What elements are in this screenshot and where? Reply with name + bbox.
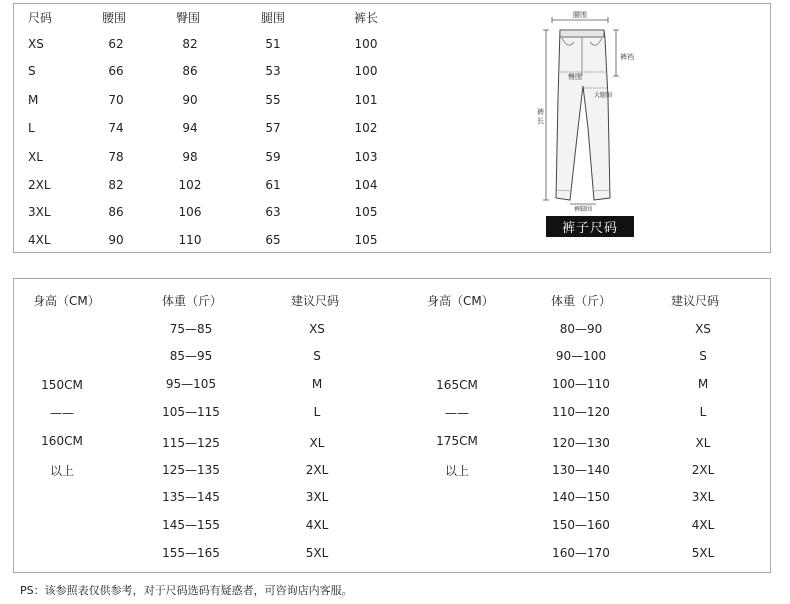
measurement-cell: 106	[178, 205, 202, 219]
right-weight-cell: 150—160	[552, 518, 610, 532]
measurement-cell: 63	[265, 205, 281, 219]
left-height-range-line: 160CM	[41, 434, 83, 448]
measurement-cell: 102	[178, 178, 202, 192]
diagram-waist-label: 腰围	[573, 11, 587, 19]
measurement-cell: 86	[108, 205, 124, 219]
measurement-cell: 53	[265, 64, 281, 78]
left-size-cell: 3XL	[305, 490, 329, 504]
right-height-range-line: ——	[445, 406, 469, 420]
right-weight-cell: 120—130	[552, 436, 610, 450]
measurement-cell: 86	[182, 64, 198, 78]
header-length: 裤长	[354, 11, 379, 25]
left-size-cell: 4XL	[305, 518, 329, 532]
right-height-range-line: 165CM	[436, 378, 478, 392]
right-height-range-line: 175CM	[436, 434, 478, 448]
right-size-cell: 4XL	[691, 518, 715, 532]
measurement-cell: 100	[354, 64, 378, 78]
measurement-cell: 61	[265, 178, 281, 192]
left-weight-cell: 115—125	[162, 436, 220, 450]
header-hip: 臀围	[176, 11, 201, 25]
size-cell: 3XL	[28, 205, 51, 219]
right-weight-cell: 80—90	[559, 322, 603, 336]
size-cell: XS	[28, 37, 44, 51]
measurement-cell: 82	[108, 178, 124, 192]
measurement-cell: 82	[182, 37, 198, 51]
right-size-cell: XL	[695, 436, 711, 450]
right-size-cell: 2XL	[691, 463, 715, 477]
right-size-cell: S	[699, 349, 707, 363]
size-cell: L	[28, 121, 35, 135]
left-weight-cell: 125—135	[162, 463, 220, 477]
left-size-cell: M	[311, 377, 323, 391]
right-weight-cell: 110—120	[552, 405, 610, 419]
measurement-cell: 105	[354, 205, 378, 219]
measurement-cell: 55	[265, 93, 281, 107]
left-size-cell: 2XL	[305, 463, 329, 477]
right-weight-cell: 100—110	[552, 377, 610, 391]
measurement-cell: 74	[108, 121, 124, 135]
measurement-cell: 105	[354, 233, 378, 247]
header-size: 尺码	[28, 11, 53, 25]
left-size-cell: XL	[309, 436, 325, 450]
size-cell: 4XL	[28, 233, 51, 247]
pants-size-caption: 裤子尺码	[546, 216, 634, 237]
right-size-cell: L	[699, 405, 707, 419]
measurement-cell: 62	[108, 37, 124, 51]
measurement-cell: 102	[354, 121, 378, 135]
size-cell: M	[28, 93, 39, 107]
right-size-cell: 3XL	[691, 490, 715, 504]
measurement-cell: 90	[182, 93, 198, 107]
measurement-cell: 57	[265, 121, 281, 135]
right-header-size: 建议尺码	[671, 294, 720, 308]
left-size-cell: 5XL	[305, 546, 329, 560]
right-size-cell: XS	[695, 322, 711, 336]
right-weight-cell: 140—150	[552, 490, 610, 504]
size-cell: S	[28, 64, 36, 78]
header-thigh: 腿围	[261, 11, 286, 25]
diagram-length-label: 裤长	[537, 108, 544, 125]
measurement-cell: 78	[108, 150, 124, 164]
left-header-weight: 体重（斤）	[162, 294, 223, 308]
right-weight-cell: 130—140	[552, 463, 610, 477]
size-cell: 2XL	[28, 178, 51, 192]
measurement-cell: 90	[108, 233, 124, 247]
footnote: PS：该参照表仅供参考，对于尺码选码有疑惑者，可咨询店内客服。	[20, 584, 353, 597]
left-weight-cell: 85—95	[169, 349, 213, 363]
left-size-cell: S	[313, 349, 321, 363]
trousers-icon	[530, 8, 650, 213]
right-weight-cell: 160—170	[552, 546, 610, 560]
measurement-cell: 59	[265, 150, 281, 164]
right-weight-cell: 90—100	[555, 349, 607, 363]
left-height-range-line: 以上	[49, 464, 74, 478]
left-weight-cell: 145—155	[162, 518, 220, 532]
diagram-hip-label: 臀围	[568, 73, 582, 81]
measurement-cell: 65	[265, 233, 281, 247]
header-waist: 腰围	[102, 11, 127, 25]
left-weight-cell: 105—115	[162, 405, 220, 419]
diagram-thigh-label: 大腿围	[594, 92, 613, 99]
left-weight-cell: 75—85	[169, 322, 213, 336]
size-cell: XL	[28, 150, 43, 164]
left-size-cell: L	[313, 405, 321, 419]
diagram-rise-label: 裤裆	[620, 53, 634, 61]
trousers-diagram	[530, 8, 650, 213]
left-header-size: 建议尺码	[291, 294, 340, 308]
left-weight-cell: 135—145	[162, 490, 220, 504]
measurement-cell: 94	[182, 121, 198, 135]
left-header-height: 身高（CM）	[33, 294, 100, 308]
recommendation-panel	[13, 278, 771, 573]
right-size-cell: 5XL	[691, 546, 715, 560]
measurement-cell: 70	[108, 93, 124, 107]
left-weight-cell: 155—165	[162, 546, 220, 560]
left-height-range-line: ——	[50, 406, 74, 420]
measurement-cell: 100	[354, 37, 378, 51]
right-header-weight: 体重（斤）	[551, 294, 612, 308]
measurement-cell: 101	[354, 93, 378, 107]
left-height-range-line: 150CM	[41, 378, 83, 392]
left-size-cell: XS	[309, 322, 325, 336]
measurement-cell: 104	[354, 178, 378, 192]
measurement-cell: 66	[108, 64, 124, 78]
measurement-cell: 51	[265, 37, 281, 51]
right-size-cell: M	[697, 377, 709, 391]
measurement-cell: 110	[178, 233, 202, 247]
right-header-height: 身高（CM）	[427, 294, 494, 308]
measurement-cell: 98	[182, 150, 198, 164]
right-height-range-line: 以上	[444, 464, 469, 478]
diagram-hem-label: 裤脚围	[574, 206, 593, 213]
left-weight-cell: 95—105	[165, 377, 217, 391]
measurement-cell: 103	[354, 150, 378, 164]
